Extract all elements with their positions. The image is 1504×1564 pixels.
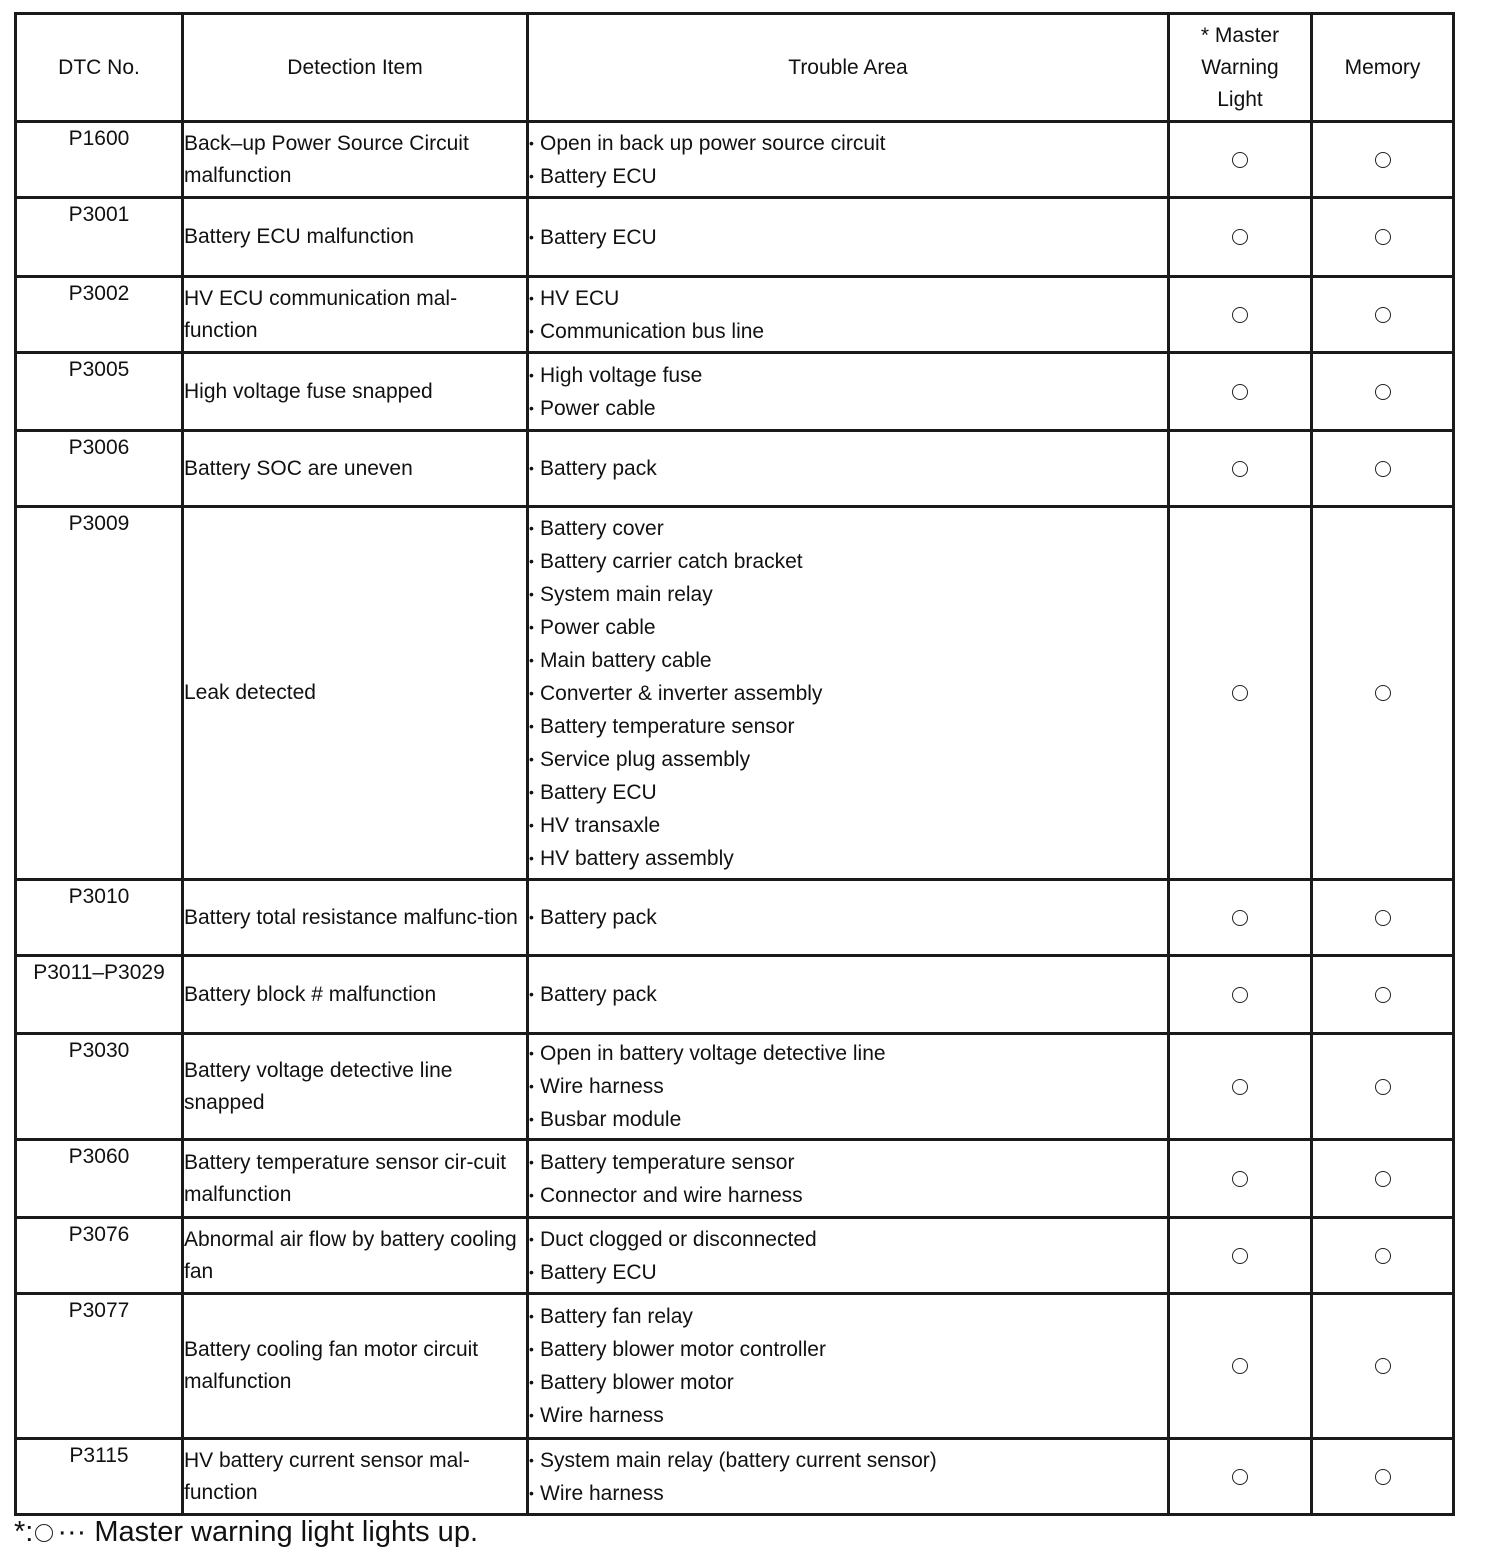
trouble-area-item: [529, 809, 1167, 842]
dtc-table-body: [16, 122, 1454, 1515]
memory-cell: [1312, 198, 1454, 277]
circle-icon: [1232, 461, 1248, 477]
circle-icon: [1232, 1469, 1248, 1485]
circle-icon: [1232, 307, 1248, 323]
trouble-area: [528, 880, 1169, 956]
trouble-area-list: [529, 978, 1167, 1011]
master-warning-light-cell: [1169, 507, 1312, 880]
trouble-area-list: [529, 282, 1167, 348]
trouble-area-item: [529, 1333, 1167, 1366]
trouble-area-item: [529, 1256, 1167, 1289]
bullet-icon: •: [529, 1484, 534, 1501]
trouble-area: [528, 277, 1169, 353]
circle-icon: [35, 1524, 53, 1542]
trouble-area-item: [529, 978, 1167, 1011]
trouble-area-item: [529, 677, 1167, 710]
table-row: [16, 198, 1454, 277]
dtc-code: P3001: [16, 198, 183, 277]
trouble-area-item: [529, 842, 1167, 875]
dtc-code: P3076: [16, 1218, 183, 1294]
trouble-area-text: Battery ECU: [540, 164, 657, 188]
trouble-area-item: [529, 160, 1167, 193]
trouble-area-item: [529, 452, 1167, 485]
trouble-area-list: [529, 901, 1167, 934]
memory-cell: [1312, 1140, 1454, 1218]
trouble-area-text: Battery cover: [540, 516, 664, 540]
bullet-icon: •: [529, 1263, 534, 1280]
circle-icon: [1232, 384, 1248, 400]
memory-cell: [1312, 1034, 1454, 1140]
trouble-area-item: [529, 710, 1167, 743]
dtc-table: [14, 12, 1455, 1516]
trouble-area-list: [529, 127, 1167, 193]
trouble-area-text: HV battery assembly: [540, 846, 734, 870]
memory-cell: [1312, 507, 1454, 880]
trouble-area-item: [529, 1223, 1167, 1256]
dtc-code: P3030: [16, 1034, 183, 1140]
header-memory: Memory: [1312, 14, 1454, 122]
trouble-area-text: Battery ECU: [540, 780, 657, 804]
circle-icon: [1232, 1171, 1248, 1187]
bullet-icon: •: [529, 1308, 534, 1324]
circle-icon: [1375, 1248, 1391, 1264]
bullet-icon: •: [529, 519, 534, 536]
memory-cell: [1312, 956, 1454, 1034]
trouble-area-item: [529, 221, 1167, 254]
bullet-icon: •: [529, 684, 534, 701]
trouble-area-list: [529, 221, 1167, 254]
bullet-icon: •: [529, 651, 534, 668]
master-warning-light-cell: [1169, 1218, 1312, 1294]
bullet-icon: •: [529, 167, 534, 184]
bullet-icon: •: [529, 460, 534, 476]
trouble-area-text: Battery pack: [540, 906, 657, 929]
memory-cell: [1312, 880, 1454, 956]
trouble-area-text: Power cable: [540, 615, 656, 639]
trouble-area-text: Battery pack: [540, 457, 657, 480]
trouble-area-item: [529, 578, 1167, 611]
detection-item: Battery voltage detective line snapped: [183, 1034, 528, 1140]
detection-item: High voltage fuse snapped: [183, 353, 528, 431]
detection-item: Battery ECU malfunction: [183, 198, 528, 277]
memory-cell: [1312, 1218, 1454, 1294]
bullet-icon: •: [529, 1153, 534, 1170]
header-dtc-no: DTC No.: [16, 14, 183, 122]
table-row: [16, 1218, 1454, 1294]
trouble-area: [528, 1140, 1169, 1218]
trouble-area-text: Duct clogged or disconnected: [540, 1227, 817, 1251]
master-warning-light-cell: [1169, 198, 1312, 277]
trouble-area-item: [529, 392, 1167, 425]
trouble-area-text: HV ECU: [540, 286, 620, 310]
trouble-area-list: [529, 1223, 1167, 1289]
trouble-area: [528, 1294, 1169, 1439]
bullet-icon: •: [529, 849, 534, 866]
trouble-area-item: [529, 512, 1167, 545]
trouble-area: [528, 353, 1169, 431]
trouble-area: [528, 1034, 1169, 1140]
bullet-icon: •: [529, 366, 534, 383]
trouble-area-text: Battery blower motor: [540, 1371, 734, 1394]
circle-icon: [1375, 1358, 1391, 1374]
detection-item: Battery temperature sensor cir-cuit malfunction: [183, 1140, 528, 1218]
bullet-icon: •: [529, 585, 534, 602]
trouble-area-list: [529, 452, 1167, 485]
trouble-area-item: [529, 1146, 1167, 1179]
bullet-icon: •: [529, 618, 534, 635]
table-row: [16, 353, 1454, 431]
trouble-area-text: Wire harness: [540, 1481, 664, 1505]
header-mwl-line: * Master: [1200, 23, 1280, 47]
master-warning-light-cell: [1169, 1034, 1312, 1140]
memory-cell: [1312, 353, 1454, 431]
table-row: [16, 1439, 1454, 1515]
trouble-area-list: [529, 1146, 1167, 1212]
trouble-area-text: Battery fan relay: [540, 1305, 693, 1328]
bullet-icon: •: [529, 322, 534, 339]
trouble-area-text: Converter & inverter assembly: [540, 681, 823, 705]
bullet-icon: •: [529, 1045, 534, 1061]
trouble-area-item: [529, 611, 1167, 644]
circle-icon: [1375, 1171, 1391, 1187]
dtc-code: P3002: [16, 277, 183, 353]
trouble-area-text: Battery temperature sensor: [540, 714, 795, 738]
master-warning-light-cell: [1169, 1439, 1312, 1515]
circle-icon: [1375, 1469, 1391, 1485]
footnote-prefix: *:: [14, 1516, 34, 1548]
master-warning-light-cell: [1169, 956, 1312, 1034]
trouble-area-text: Battery ECU: [540, 1260, 657, 1284]
trouble-area-item: [529, 1037, 1167, 1070]
detection-item: Battery cooling fan motor circuit malfunction: [183, 1294, 528, 1439]
circle-icon: [1375, 152, 1391, 168]
trouble-area-text: Main battery cable: [540, 648, 712, 672]
detection-item: Battery SOC are uneven: [183, 431, 528, 507]
trouble-area-item: [529, 127, 1167, 160]
master-warning-light-cell: [1169, 431, 1312, 507]
trouble-area-item: [529, 545, 1167, 578]
trouble-area-list: [529, 1444, 1167, 1510]
table-row: [16, 122, 1454, 198]
bullet-icon: •: [529, 289, 534, 306]
bullet-icon: •: [529, 552, 534, 569]
trouble-area: [528, 122, 1169, 198]
trouble-area: [528, 431, 1169, 507]
detection-item: HV battery current sensor mal-function: [183, 1439, 528, 1515]
table-row: [16, 1294, 1454, 1439]
master-warning-light-cell: [1169, 1140, 1312, 1218]
trouble-area-list: [529, 512, 1167, 875]
dtc-code: P1600: [16, 122, 183, 198]
trouble-area-text: HV transaxle: [540, 813, 661, 837]
trouble-area-text: Open in back up power source circuit: [540, 131, 886, 155]
detection-item: HV ECU communication mal-function: [183, 277, 528, 353]
trouble-area-text: Battery pack: [540, 983, 657, 1006]
trouble-area-text: Wire harness: [540, 1404, 664, 1427]
bullet-icon: •: [529, 1451, 534, 1468]
circle-icon: [1232, 987, 1248, 1003]
trouble-area-text: System main relay: [540, 582, 713, 606]
master-warning-light-cell: [1169, 880, 1312, 956]
trouble-area-list: [529, 1037, 1167, 1136]
trouble-area-text: High voltage fuse: [540, 363, 703, 387]
bullet-icon: •: [529, 909, 534, 925]
table-row: [16, 880, 1454, 956]
bullet-icon: •: [529, 717, 534, 734]
dtc-code: P3115: [16, 1439, 183, 1515]
trouble-area-item: [529, 359, 1167, 392]
bullet-icon: •: [529, 1407, 534, 1423]
detection-item: Abnormal air flow by battery cooling fan: [183, 1218, 528, 1294]
header-trouble-area: Trouble Area: [528, 14, 1169, 122]
trouble-area-item: [529, 644, 1167, 677]
dtc-code: P3005: [16, 353, 183, 431]
detection-item: Battery block # malfunction: [183, 956, 528, 1034]
dtc-code: P3009: [16, 507, 183, 880]
trouble-area-text: Battery temperature sensor: [540, 1150, 795, 1174]
trouble-area-text: Wire harness: [540, 1075, 664, 1098]
trouble-area-text: Connector and wire harness: [540, 1183, 803, 1207]
master-warning-light-cell: [1169, 353, 1312, 431]
bullet-icon: •: [529, 399, 534, 416]
table-row: [16, 956, 1454, 1034]
header-detection-item: Detection Item: [183, 14, 528, 122]
bullet-icon: •: [529, 1186, 534, 1203]
circle-icon: [1375, 910, 1391, 926]
dtc-code: P3011–P3029: [16, 956, 183, 1034]
table-row: [16, 507, 1454, 880]
trouble-area: [528, 198, 1169, 277]
trouble-area-text: Power cable: [540, 396, 656, 420]
master-warning-light-cell: [1169, 1294, 1312, 1439]
trouble-area-item: [529, 1444, 1167, 1477]
trouble-area-item: [529, 315, 1167, 348]
memory-cell: [1312, 122, 1454, 198]
trouble-area: [528, 956, 1169, 1034]
trouble-area-item: [529, 1366, 1167, 1399]
header-mwl-line: Warning: [1201, 55, 1279, 79]
trouble-area-item: [529, 1300, 1167, 1333]
table-row: [16, 1034, 1454, 1140]
circle-icon: [1232, 685, 1248, 701]
trouble-area-text: Busbar module: [540, 1108, 682, 1131]
circle-icon: [1375, 307, 1391, 323]
trouble-area-text: Battery carrier catch bracket: [540, 549, 803, 573]
master-warning-light-cell: [1169, 122, 1312, 198]
bullet-icon: •: [529, 1230, 534, 1247]
trouble-area: [528, 507, 1169, 880]
dtc-code: P3060: [16, 1140, 183, 1218]
bullet-icon: •: [529, 134, 534, 151]
table-row: [16, 277, 1454, 353]
memory-cell: [1312, 1439, 1454, 1515]
bullet-icon: •: [529, 816, 534, 833]
trouble-area-text: System main relay (battery current sensor): [540, 1448, 937, 1472]
circle-icon: [1375, 685, 1391, 701]
trouble-area-list: [529, 1300, 1167, 1432]
circle-icon: [1232, 1248, 1248, 1264]
trouble-area: [528, 1439, 1169, 1515]
trouble-area-item: [529, 1103, 1167, 1136]
bullet-icon: •: [529, 986, 534, 1002]
bullet-icon: •: [529, 1374, 534, 1390]
trouble-area-item: [529, 1070, 1167, 1103]
footnote-text: ··· Master warning light lights up.: [57, 1516, 478, 1548]
circle-icon: [1375, 987, 1391, 1003]
header-master-warning-light: [1169, 14, 1312, 122]
detection-item: Battery total resistance malfunc-tion: [183, 880, 528, 956]
trouble-area-text: Open in battery voltage detective line: [540, 1042, 886, 1065]
bullet-icon: •: [529, 1078, 534, 1094]
bullet-icon: •: [529, 1111, 534, 1127]
circle-icon: [1375, 461, 1391, 477]
footnote: [14, 1512, 478, 1552]
circle-icon: [1375, 1079, 1391, 1095]
trouble-area-text: Battery blower motor controller: [540, 1338, 826, 1361]
trouble-area-text: Battery ECU: [540, 225, 657, 249]
trouble-area-item: [529, 1477, 1167, 1510]
master-warning-light-cell: [1169, 277, 1312, 353]
header-mwl-line: Light: [1217, 87, 1263, 111]
circle-icon: [1232, 229, 1248, 245]
circle-icon: [1375, 384, 1391, 400]
memory-cell: [1312, 1294, 1454, 1439]
trouble-area-item: [529, 776, 1167, 809]
trouble-area: [528, 1218, 1169, 1294]
dtc-code: P3006: [16, 431, 183, 507]
memory-cell: [1312, 277, 1454, 353]
trouble-area-list: [529, 359, 1167, 425]
trouble-area-item: [529, 282, 1167, 315]
bullet-icon: •: [529, 750, 534, 767]
memory-cell: [1312, 431, 1454, 507]
bullet-icon: •: [529, 1341, 534, 1357]
trouble-area-item: [529, 1179, 1167, 1212]
circle-icon: [1232, 152, 1248, 168]
trouble-area-text: Service plug assembly: [540, 747, 751, 771]
detection-item: Leak detected: [183, 507, 528, 880]
trouble-area-text: Communication bus line: [540, 319, 765, 343]
circle-icon: [1232, 910, 1248, 926]
table-row: [16, 431, 1454, 507]
trouble-area-item: [529, 743, 1167, 776]
trouble-area-item: [529, 1399, 1167, 1432]
circle-icon: [1232, 1079, 1248, 1095]
dtc-code: P3077: [16, 1294, 183, 1439]
bullet-icon: •: [529, 783, 534, 800]
dtc-code: P3010: [16, 880, 183, 956]
bullet-icon: •: [529, 228, 534, 245]
circle-icon: [1232, 1358, 1248, 1374]
table-row: [16, 1140, 1454, 1218]
detection-item: Back–up Power Source Circuit malfunction: [183, 122, 528, 198]
trouble-area-item: [529, 901, 1167, 934]
circle-icon: [1375, 229, 1391, 245]
header-row: [16, 14, 1454, 122]
